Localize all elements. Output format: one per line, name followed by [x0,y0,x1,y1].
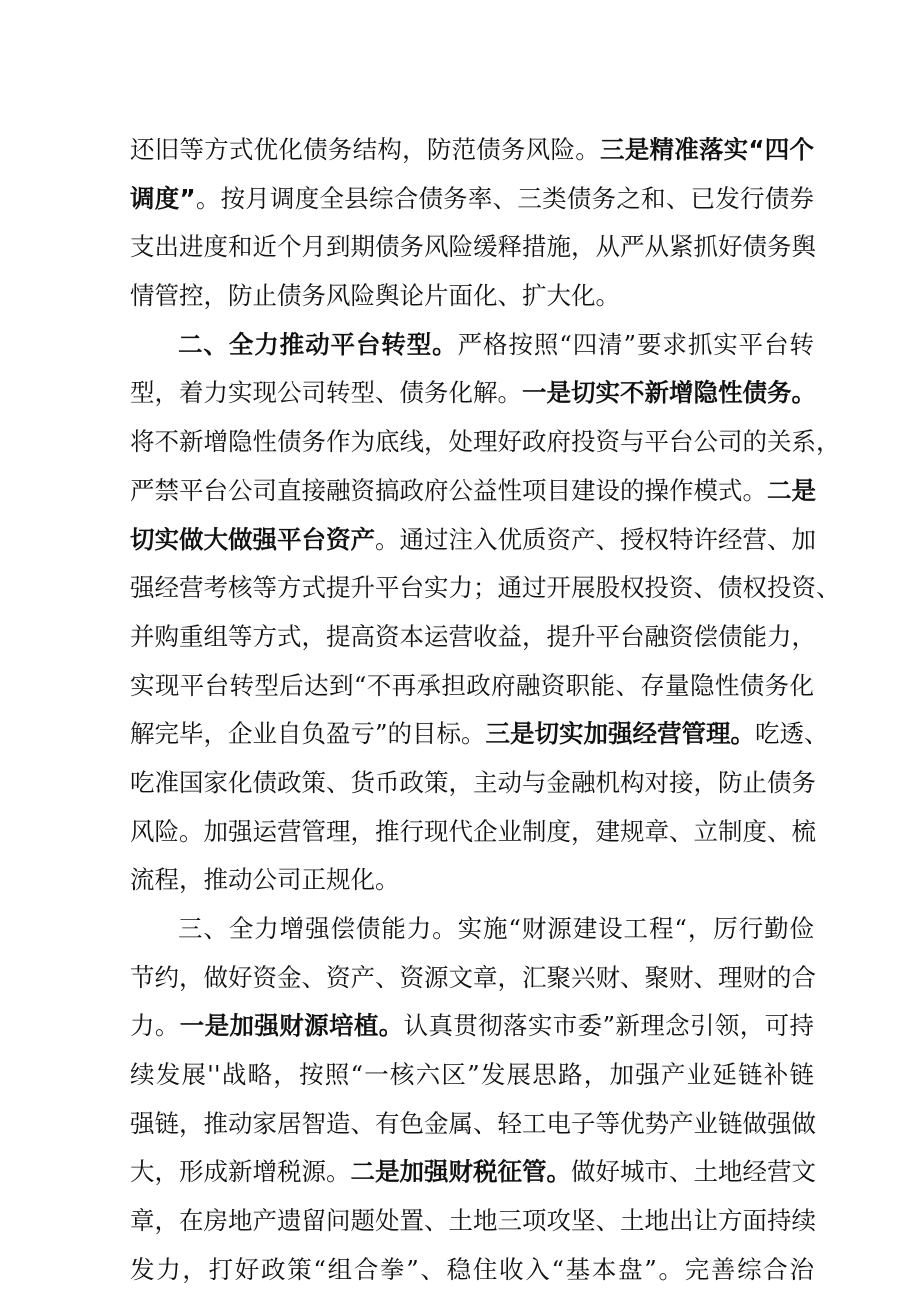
text-line [130,369,814,418]
text-line [130,1100,814,1149]
body-text: 续发展''战略，按照“一核六区”发展思路，加强产业延链补链 [130,1060,814,1090]
text-line [130,564,841,613]
body-text: 吃准国家化债政策、货币政策，主动与金融机构对接，防止债务 [130,767,816,797]
body-text: 强链，推动家居智造、有色金属、轻工电子等优势产业链做强做 [130,1108,816,1138]
body-text: 章，在房地产遗留问题处置、土地三项攻坚、土地出让方面持续 [130,1206,816,1236]
body-text: 强经营考核等方式提升平台实力；通过开展股权投资、债权投资、 [130,573,841,603]
text-line [130,905,814,954]
bold-heading-text: 调度” [130,183,196,213]
body-text: 风险。加强运营管理，推行现代企业制度，建规章、立制度、梳 [130,816,816,846]
bold-heading-text: 三是切实加强经营管理。 [485,719,756,749]
text-line [130,467,814,516]
text-line [130,272,814,321]
document-body-text [130,126,841,1295]
body-text: 三、全力增强偿债能力。实施“财源建设工程“，厉行勤俭 [178,914,814,943]
body-text: 发力，打好政策“组合拳”、稳住收入“基本盘”。完善综合治 [130,1254,814,1284]
text-line [130,662,814,711]
body-text: 并购重组等方式，提高资本运营收益，提升平台融资偿债能力， [130,621,816,651]
text-line [130,808,814,857]
body-text: 节约，做好资金、资产、资源文章，汇聚兴财、聚财、理财的合 [130,962,816,992]
body-text: 。按月调度全县综合债务率、三类债务之和、已发行债券 [195,183,814,213]
bold-heading-text: 二是加强财税征管。 [350,1157,571,1187]
text-line [130,516,814,565]
body-text: 解完毕，企业自负盈亏”的目标。 [130,719,486,749]
text-line [130,613,814,662]
text-line [130,759,814,808]
body-text: 吃透、 [755,719,829,749]
body-text: 支出进度和近个月到期债务风险缓释措施，从严从紧抓好债务舆 [130,232,816,262]
body-text: 严格按照“四清”要求抓实平台转 [457,329,814,359]
bold-heading-text: 二、全力推动平台转型。 [178,329,458,359]
text-line [130,710,829,759]
body-text: 还旧等方式优化债务结构，防范债务风险。 [130,135,600,164]
body-text: 做好城市、土地经营文 [571,1157,816,1187]
bold-heading-text: 一是加强财源培植。 [179,1011,404,1041]
body-text: 。通过注入优质资产、授权特许经营、加 [375,524,816,554]
bold-heading-text: 三是精准落实“四个 [600,135,814,164]
body-text: 严禁平台公司直接融资搞政府公益性项目建设的操作模式。 [130,475,767,505]
text-line [130,1002,814,1051]
body-text: 认真贯彻落实市委”新理念引领，可持 [403,1011,815,1041]
text-line [130,1051,814,1100]
text-line [130,175,814,224]
text-line [130,1148,814,1197]
body-text: 实现平台转型后达到“不再承担政府融资职能、存量隐性债务化 [130,670,814,700]
body-text: 力。 [130,1011,180,1041]
body-text: 型，着力实现公司转型、债务化解。 [130,378,522,408]
bold-heading-text: 切实做大做强平台资产 [130,524,375,554]
body-text: 大，形成新增税源。 [130,1157,351,1187]
text-line [130,856,814,905]
text-line [130,418,841,467]
text-line [130,321,814,370]
text-line [130,1197,814,1246]
body-text: 流程，推动公司正规化。 [130,865,400,895]
text-line [130,126,814,175]
text-line [130,954,814,1003]
body-text: 将不新增隐性债务作为底线，处理好政府投资与平台公司的关系， [130,427,841,457]
bold-heading-text: 二是 [767,475,816,505]
text-line [130,223,814,272]
body-text: 情管控，防止债务风险舆论片面化、扩大化。 [130,281,620,311]
text-line [130,1246,814,1295]
bold-heading-text: 一是切实不新增隐性债务。 [522,378,816,408]
